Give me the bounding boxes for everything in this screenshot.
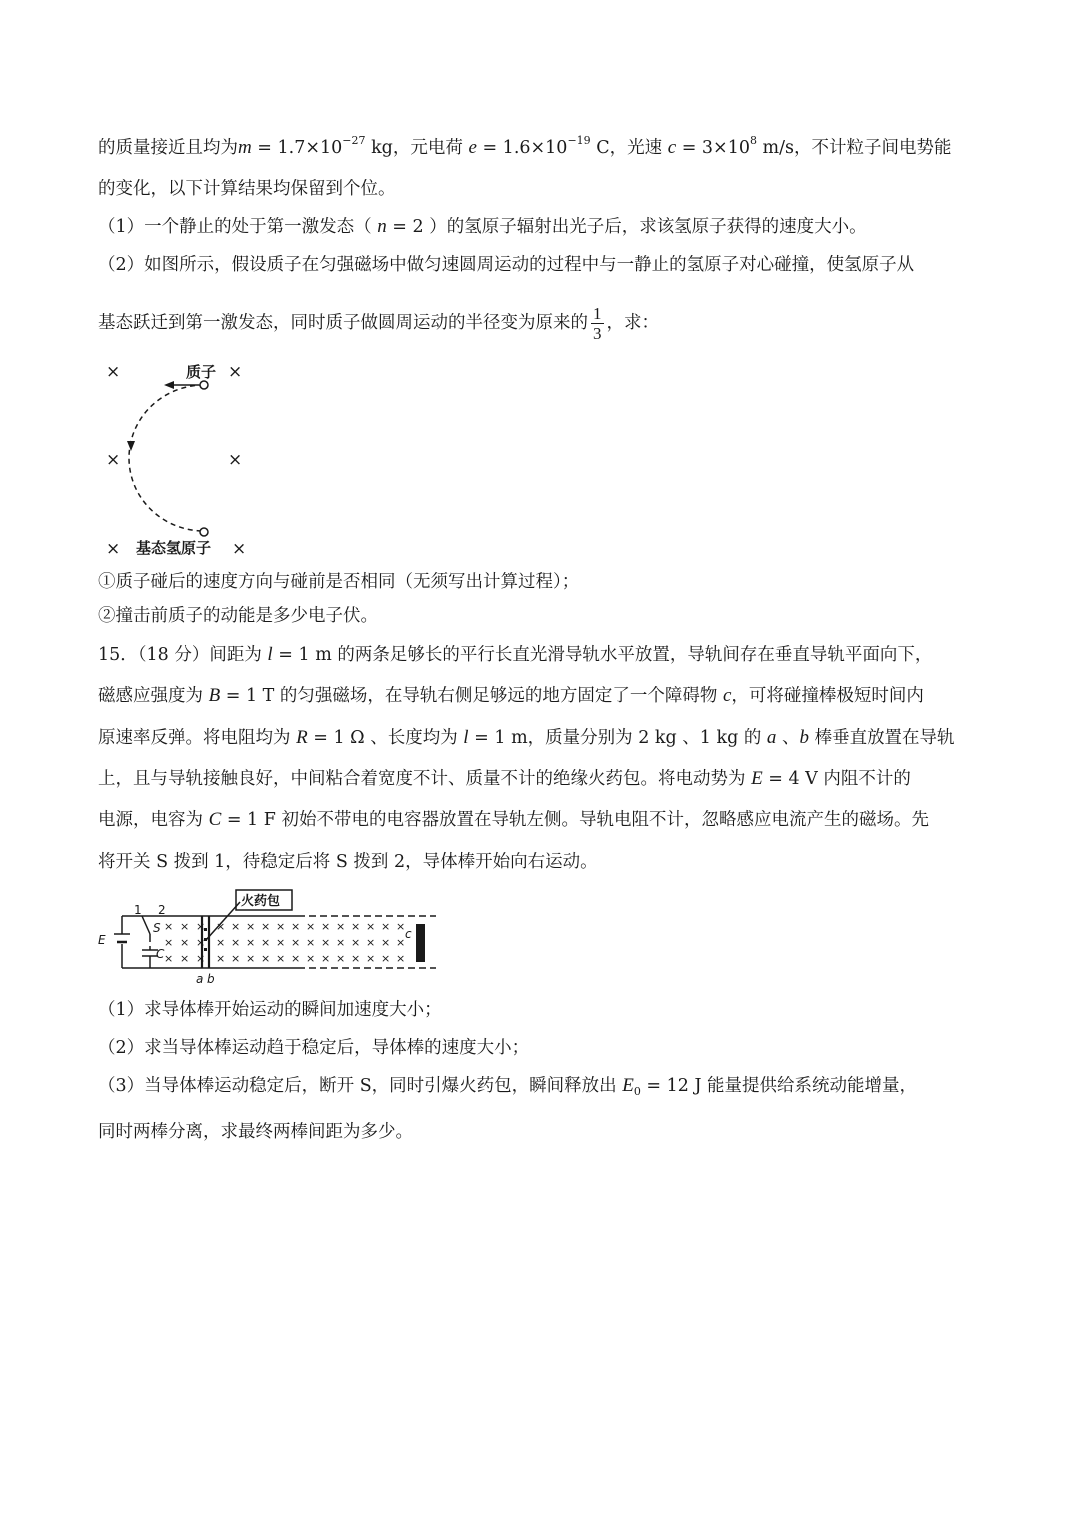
- field-cross: ×: [276, 920, 286, 933]
- switch-pos-2: 2: [158, 903, 166, 917]
- battery-label: E: [98, 933, 106, 947]
- field-cross: ×: [231, 952, 241, 965]
- field-cross: ×: [106, 362, 121, 382]
- field-cross: ×: [232, 539, 247, 559]
- capacitor-label: C: [156, 947, 165, 961]
- rail-circuit-figure: [98, 886, 443, 986]
- q15-line-3: 原速率反弹。将电阻均为 R = 1 Ω 、长度均为 l = 1 m，质量分别为 2 kg 、1 kg 的 a 、b 棒垂直放置在导轨: [98, 727, 955, 748]
- field-cross: ×: [261, 952, 271, 965]
- field-cross: ×: [261, 920, 271, 933]
- field-cross: ×: [196, 952, 206, 965]
- proton-collision-figure: [98, 355, 268, 565]
- field-cross: ×: [216, 936, 226, 949]
- field-cross: ×: [336, 936, 346, 949]
- field-cross: ×: [366, 936, 376, 949]
- field-cross: ×: [396, 920, 406, 933]
- field-cross: ×: [216, 920, 226, 933]
- field-cross: ×: [180, 920, 190, 933]
- switch-pos-1: 1: [134, 903, 142, 917]
- field-cross: ×: [164, 920, 174, 933]
- atom-label: 基态氢原子: [136, 539, 212, 557]
- q15-part-4: 同时两棒分离，求最终两棒间距为多少。: [98, 1122, 413, 1142]
- obstacle-label: c: [405, 927, 412, 941]
- rod-b-label: b: [207, 972, 215, 986]
- field-cross: ×: [396, 952, 406, 965]
- field-cross: ×: [164, 936, 174, 949]
- magnetic-field-crosses: [164, 920, 405, 965]
- field-cross: ×: [106, 539, 121, 559]
- field-cross: ×: [246, 936, 256, 949]
- field-cross: ×: [366, 920, 376, 933]
- proton-dot: [200, 381, 208, 389]
- q14-line-2: 的变化，以下计算结果均保留到个位。: [98, 179, 396, 199]
- q14-sub-2: ②撞击前质子的动能是多少电子伏。: [98, 606, 378, 626]
- field-cross: ×: [306, 920, 316, 933]
- q14-sub-1: ①质子碰后的速度方向与碰前是否相同（无须写出计算过程）；: [98, 572, 580, 592]
- field-cross: ×: [246, 920, 256, 933]
- field-cross: ×: [336, 920, 346, 933]
- direction-arrow-icon: [127, 441, 135, 451]
- obstacle-c: [416, 924, 425, 962]
- field-cross: ×: [291, 952, 301, 965]
- circular-path: [129, 385, 204, 531]
- q15-line-5: 电源，电容为 C = 1 F 初始不带电的电容器放置在导轨左侧。导轨电阻不计，忽略感应电流产生的磁场。先: [98, 809, 929, 830]
- field-cross: ×: [351, 936, 361, 949]
- field-cross: ×: [196, 920, 206, 933]
- field-cross: ×: [381, 920, 391, 933]
- switch-label: S: [153, 921, 161, 935]
- field-cross: ×: [228, 450, 243, 470]
- field-cross: ×: [196, 936, 206, 949]
- field-cross: ×: [306, 936, 316, 949]
- powder-label: 火药包: [241, 894, 281, 909]
- field-cross: ×: [336, 952, 346, 965]
- field-cross: ×: [321, 952, 331, 965]
- arrow-head-icon: [164, 381, 174, 389]
- q15-part-1: （1）求导体棒开始运动的瞬间加速度大小；: [98, 1000, 442, 1020]
- field-cross: ×: [216, 952, 226, 965]
- field-cross: ×: [180, 936, 190, 949]
- q15-line-4: 上，且与导轨接触良好，中间粘合着宽度不计、质量不计的绝缘火药包。将电动势为 E = 4 V 内阻不计的: [98, 768, 911, 789]
- field-cross: ×: [276, 952, 286, 965]
- field-cross: ×: [321, 920, 331, 933]
- field-cross: ×: [381, 952, 391, 965]
- field-cross: ×: [321, 936, 331, 949]
- field-cross: ×: [231, 936, 241, 949]
- q15-line-1: 15．（18 分）间距为 l = 1 m 的两条足够长的平行长直光滑导轨水平放置，导轨间存在垂直导轨平面向下，: [98, 644, 933, 665]
- atom-dot: [200, 528, 208, 536]
- field-cross: ×: [228, 362, 243, 382]
- field-cross: ×: [351, 920, 361, 933]
- field-cross: ×: [180, 952, 190, 965]
- q14-part-2: （2）如图所示，假设质子在匀强磁场中做匀速圆周运动的过程中与一静止的氢原子对心碰撞，使氢原子从: [98, 255, 915, 275]
- q14-line-1: 的质量接近且均为$m = 1.7\times 10^{-27}$ kg，元电荷 $e = 1.6\times 10^{-19}$ C，光速 $c = 3\times 10^8$ m/s，不计粒子间电势能: [98, 134, 952, 158]
- fraction-one-third: $\frac{1}{3}$: [593, 304, 602, 343]
- q15-line-6: 将开关 S 拨到 1，待稳定后将 S 拨到 2，导体棒开始向右运动。: [98, 852, 598, 872]
- q14-part-2-cont: 基态跃迁到第一激发态，同时质子做圆周运动的半径变为原来的 $\frac{1}{3}$ ，求：: [98, 304, 659, 343]
- field-cross: ×: [106, 450, 121, 470]
- q15-part-3: （3）当导体棒运动稳定后，断开 S，同时引爆火药包，瞬间释放出 $E_0 = 12$ J 能量提供给系统动能增量，: [98, 1075, 918, 1098]
- q14-part-1: （1）一个静止的处于第一激发态（ n = 2 ）的氢原子辐射出光子后，求该氢原子获得的速度大小。: [98, 216, 867, 237]
- field-cross: ×: [306, 952, 316, 965]
- field-cross: ×: [351, 952, 361, 965]
- field-cross: ×: [246, 952, 256, 965]
- field-cross: ×: [231, 920, 241, 933]
- proton-label: 质子: [186, 363, 217, 381]
- field-cross: ×: [291, 920, 301, 933]
- rod-a-label: a: [196, 972, 204, 986]
- field-cross: ×: [164, 952, 174, 965]
- q15-line-2: 磁感应强度为 B = 1 T 的匀强磁场，在导轨右侧足够远的地方固定了一个障碍物 c，可将碰撞棒极短时间内: [98, 685, 924, 706]
- field-cross: ×: [276, 936, 286, 949]
- field-cross: ×: [366, 952, 376, 965]
- field-cross: ×: [396, 936, 406, 949]
- field-cross: ×: [291, 936, 301, 949]
- q15-part-2: （2）求当导体棒运动趋于稳定后，导体棒的速度大小；: [98, 1038, 530, 1058]
- field-cross: ×: [261, 936, 271, 949]
- field-cross: ×: [381, 936, 391, 949]
